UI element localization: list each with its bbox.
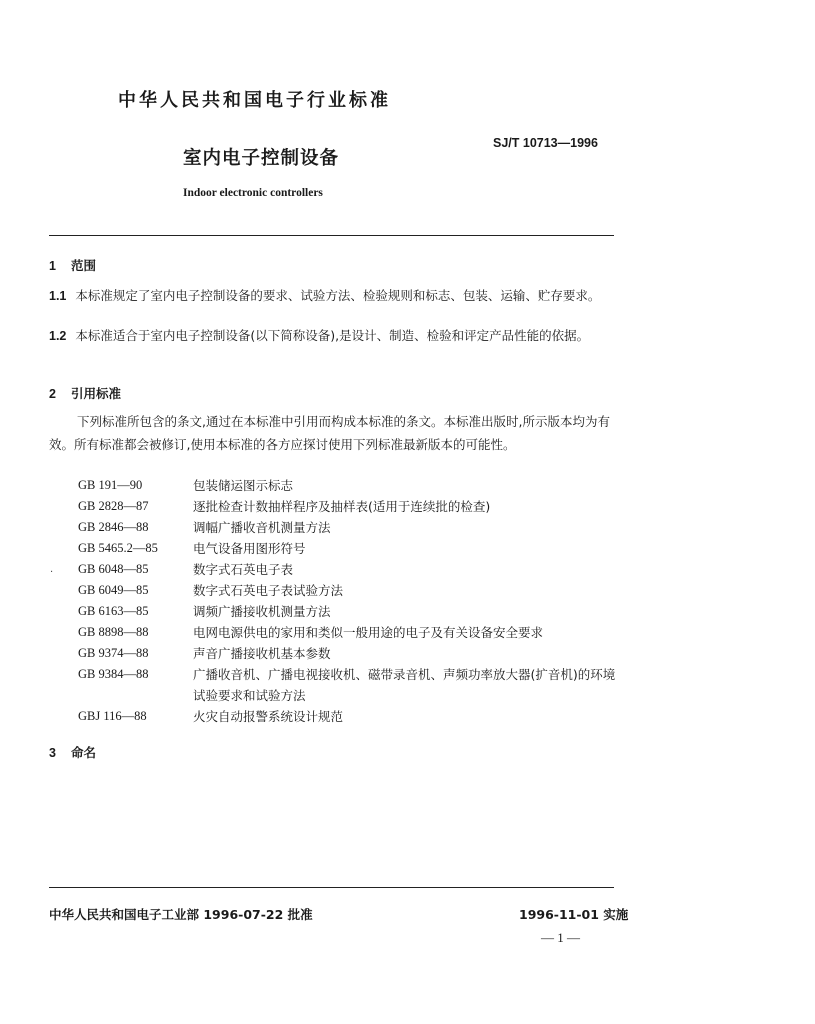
reference-title: 电网电源供电的家用和类似一般用途的电子及有关设备安全要求 xyxy=(193,625,544,640)
section-1-heading xyxy=(49,256,96,274)
reference-title: 广播收音机、广播电视接收机、磁带录音机、声频功率放大器(扩音机)的环境试验要求和试验方法 xyxy=(193,667,616,703)
document-title-en: Indoor electronic controllers xyxy=(183,187,323,199)
reference-row xyxy=(78,643,618,664)
reference-row xyxy=(78,580,618,601)
section-2-number: 2 xyxy=(49,387,56,401)
reference-row xyxy=(78,496,618,517)
reference-code: GB 9374—88 xyxy=(78,646,149,660)
reference-title: 电气设备用图形符号 xyxy=(193,541,306,556)
clause-1-1-number: 1.1 xyxy=(49,289,67,303)
reference-title: 数字式石英电子表试验方法 xyxy=(193,583,344,598)
header-divider xyxy=(49,235,614,236)
page-number: — 1 — xyxy=(541,930,580,945)
reference-code: GB 9384—88 xyxy=(78,667,149,681)
standard-code: SJ/T 10713—1996 xyxy=(493,136,598,150)
reference-code: GB 5465.2—85 xyxy=(78,541,158,555)
section-1-number: 1 xyxy=(49,259,56,273)
reference-code: GB 191—90 xyxy=(78,478,143,492)
reference-code: GB 8898—88 xyxy=(78,625,149,639)
reference-title: 调幅广播收音机测量方法 xyxy=(193,520,331,535)
issuing-body-header: 中华人民共和国电子行业标准 xyxy=(118,90,391,111)
section-2-heading xyxy=(49,384,121,402)
reference-row xyxy=(78,538,618,559)
reference-title: 逐批检查计数抽样程序及抽样表(适用于连续批的检查) xyxy=(193,499,491,514)
stray-mark: · xyxy=(50,567,54,578)
reference-code: GB 6048—85 xyxy=(78,562,149,576)
reference-row xyxy=(78,517,618,538)
reference-row xyxy=(78,706,618,727)
footer-divider xyxy=(49,887,614,888)
reference-row xyxy=(78,664,618,706)
section-1-title: 范围 xyxy=(71,258,97,273)
section-3-heading xyxy=(49,743,96,761)
reference-title: 数字式石英电子表 xyxy=(193,562,294,577)
approval-statement: 中华人民共和国电子工业部 1996-07-22 批准 xyxy=(49,907,313,922)
reference-row xyxy=(78,475,618,496)
reference-title: 火灾自动报警系统设计规范 xyxy=(193,709,344,724)
reference-row xyxy=(78,559,618,580)
clause-1-2-number: 1.2 xyxy=(49,329,67,343)
reference-code: GBJ 116—88 xyxy=(78,709,147,723)
reference-code: GB 6163—85 xyxy=(78,604,149,618)
reference-code: GB 2846—88 xyxy=(78,520,149,534)
reference-title: 声音广播接收机基本参数 xyxy=(193,646,331,661)
reference-title: 调频广播接收机测量方法 xyxy=(193,604,331,619)
reference-code: GB 2828—87 xyxy=(78,499,149,513)
section-3-title: 命名 xyxy=(71,745,97,760)
clause-1-1 xyxy=(49,284,614,308)
reference-title: 包装储运图示标志 xyxy=(193,478,294,493)
clause-1-2-text: 本标准适合于室内电子控制设备(以下简称设备),是设计、制造、检验和评定产品性能的依据。 xyxy=(75,328,590,343)
referenced-standards-list xyxy=(78,475,618,727)
section-3-number: 3 xyxy=(49,746,56,760)
reference-row xyxy=(78,622,618,643)
section-2-intro: 下列标准所包含的条文,通过在本标准中引用而构成本标准的条文。本标准出版时,所示版本均为有效。所有标准都会被修订,使用本标准的各方应探讨使用下列标准最新版本的可能性。 xyxy=(49,414,610,452)
section-2-title: 引用标准 xyxy=(71,386,122,401)
effective-date: 1996-11-01 实施 xyxy=(519,907,629,922)
clause-1-1-text: 本标准规定了室内电子控制设备的要求、试验方法、检验规则和标志、包装、运输、贮存要求。 xyxy=(75,288,601,303)
reference-row xyxy=(78,601,618,622)
document-title-cn: 室内电子控制设备 xyxy=(183,148,340,169)
reference-code: GB 6049—85 xyxy=(78,583,149,597)
clause-1-2 xyxy=(49,324,614,348)
